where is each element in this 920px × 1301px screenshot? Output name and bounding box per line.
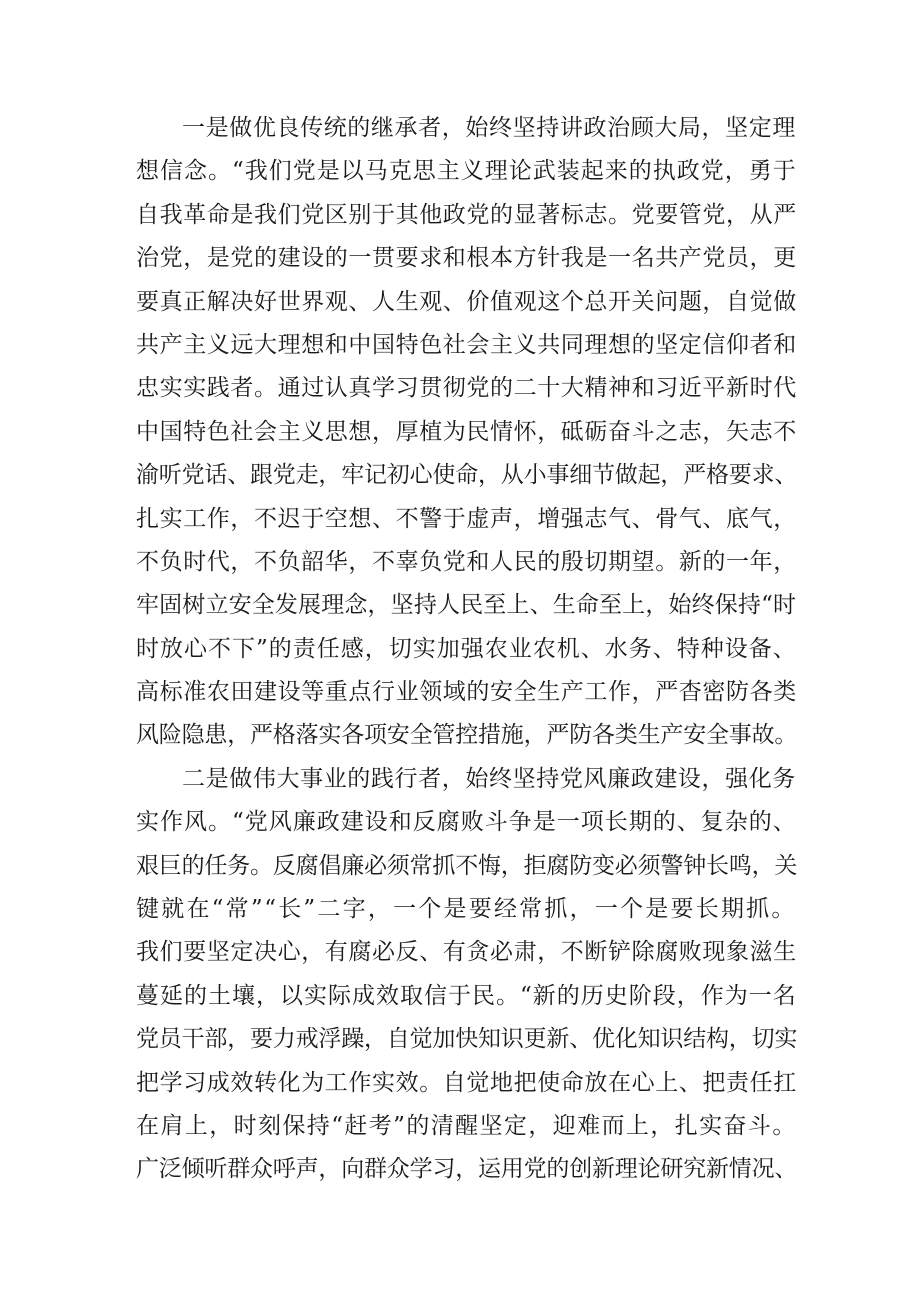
document-body — [136, 107, 796, 1192]
paragraph-line: 一是做优良传统的继承者，始终坚持讲政治顾大局，坚定理 — [182, 115, 796, 141]
paragraph-line: 牢固树立安全发展理念，坚持人民至上、生命至上，始终保持“时 — [136, 592, 796, 619]
paragraph-line: 蔓延的土壤，以实际成效取信于民。“新的历史阶段，作为一名 — [136, 982, 797, 1009]
paragraph-line: 扎实工作，不迟于空想、不警于虚声，增强志气、骨气、底气， — [136, 505, 797, 532]
paragraph-line: 渝听党话、跟党走，牢记初心使命，从小事细节做起，严格要求、 — [136, 462, 798, 489]
paragraph-line: 键就在“常”“长”二字，一个是要经常抓，一个是要长期抓。 — [136, 896, 796, 923]
paragraph-line: 自我革命是我们党区别于其他政党的显著标志。党要管党，从严 — [136, 201, 797, 228]
paragraph-line: 广泛倾听群众呼声，向群众学习，运用党的创新理论研究新情况、 — [136, 1156, 798, 1183]
paragraph-line: 共产主义远大理想和中国特色社会主义共同理想的坚定信仰者和 — [136, 331, 797, 358]
paragraph-1 — [136, 107, 796, 758]
paragraph-line: 风险隐患，严格落实各项安全管控措施，严防各类生产安全事故。 — [136, 722, 798, 749]
paragraph-line: 不负时代，不负韶华，不辜负党和人民的殷切期望。新的一年， — [136, 548, 797, 575]
paragraph-line: 二是做伟大事业的践行者，始终坚持党风廉政建设，强化务 — [182, 765, 796, 792]
paragraph-line: 要真正解决好世界观、人生观、价值观这个总开关问题，自觉做 — [136, 288, 797, 315]
paragraph-line: 在肩上，时刻保持“赶考”的清醒坚定，迎难而上，扎实奋斗。 — [136, 1112, 797, 1139]
paragraph-line: 实作风。“党风廉政建设和反腐败斗争是一项长期的、复杂的、 — [136, 809, 797, 836]
paragraph-line: 忠实实践者。通过认真学习贯彻党的二十大精神和习近平新时代 — [136, 375, 797, 402]
paragraph-line: 治党，是党的建设的一贯要求和根本方针我是一名共产党员，更 — [136, 245, 797, 272]
paragraph-line: 高标准农田建设等重点行业领域的安全生产工作，严杳密防各类 — [136, 679, 797, 706]
paragraph-line: 党员干部，要力戒浮躁，自觉加快知识更新、优化知识结构，切实 — [136, 1026, 798, 1053]
paragraph-line: 想信念。“我们党是以马克思主义理论武装起来的执政党，勇于 — [136, 158, 797, 185]
paragraph-line: 把学习成效转化为工作实效。自觉地把使命放在心上、把责任扛 — [136, 1069, 797, 1096]
paragraph-line: 中国特色社会主义思想，厚植为民情怀，砥砺奋斗之志，矢志不 — [136, 418, 797, 445]
paragraph-line: 艰巨的任务。反腐倡廉必须常抓不悔，拒腐防变必须警钟长鸣，关 — [136, 852, 798, 879]
paragraph-line: 时放心不下”的责任感，切实加强农业农机、水务、特种设备、 — [136, 635, 797, 662]
paragraph-line: 我们要坚定决心，有腐必反、有贪必肃，不断铲除腐败现象滋生 — [136, 939, 797, 966]
paragraph-2 — [136, 758, 796, 1192]
